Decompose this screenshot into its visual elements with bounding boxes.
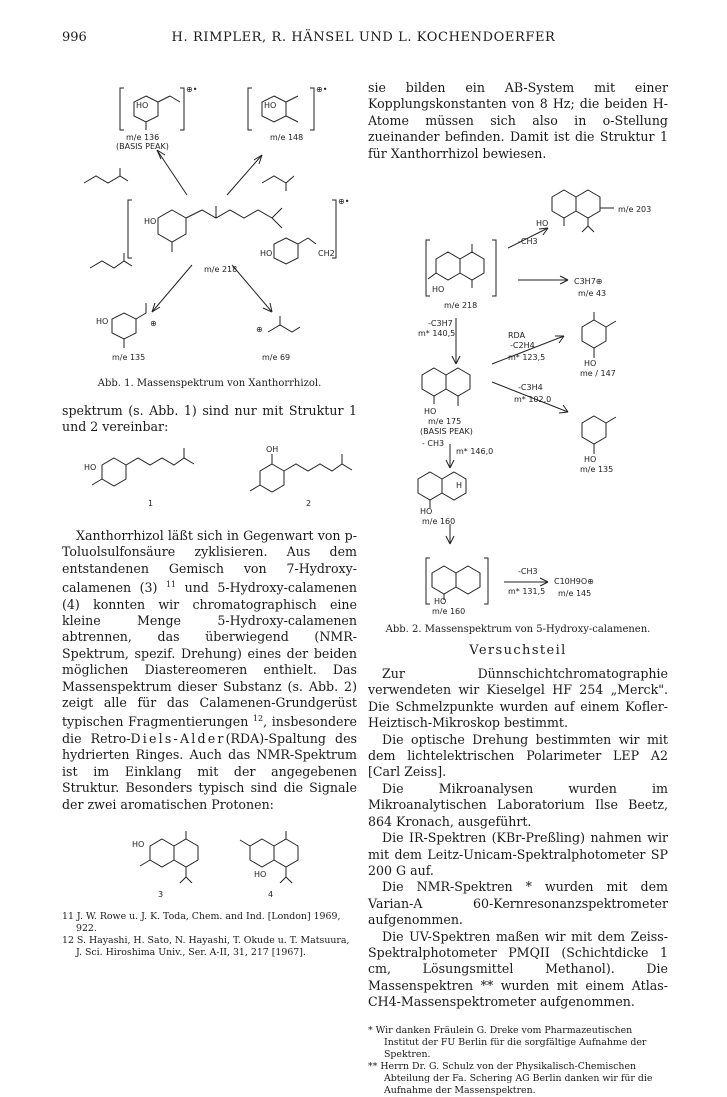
fig2-ho-135: HO [584, 455, 597, 465]
fig1-m218: m/e 218 [204, 265, 238, 274]
fig2-h: H [456, 481, 463, 491]
fig2-m160: m/e 160 [422, 517, 456, 527]
fig2-basis: (BASIS PEAK) [420, 427, 473, 437]
figure-2-scheme-bottom [368, 554, 668, 614]
struct1-ho: HO [84, 462, 97, 472]
fig2-minus-ch3: -CH3 [518, 237, 538, 247]
struct4-ho: HO [254, 870, 267, 880]
fig2-m135: m/e 135 [580, 465, 614, 475]
fig2-ho-203: HO [536, 219, 549, 229]
fig1-plusrad-c: ⊕• [338, 197, 350, 206]
left-paragraph-2 [62, 528, 357, 813]
fig2-minus-c3h4: -C3H4 [518, 383, 543, 393]
fig2-mstar-1235: m* 123,5 [508, 353, 546, 363]
fig1-plusrad-b: ⊕• [316, 85, 328, 94]
struct1-label: 1 [148, 498, 154, 508]
exp-paragraph-5: Die NMR-Spektren * wurden mit dem Varian-A 60-Kernresonanzspektrometer aufgenommen. [368, 879, 668, 928]
figure-1-scheme [62, 80, 357, 370]
fig1-plus-a: ⊕ [150, 319, 157, 328]
fig2-ho-147: HO [584, 359, 597, 369]
fig1-m148: m/e 148 [270, 133, 304, 142]
figure-2-caption: Abb. 2. Massenspektrum von 5-Hydroxy-calamenen. [385, 624, 651, 636]
figure-1 [62, 80, 357, 389]
fig2-m218: m/e 218 [444, 301, 478, 311]
structures-1-2 [62, 440, 357, 510]
p2-part-a: Xanthorrhizol läßt sich in Gegenwart von p-Toluolsulfonsäure zyklisieren. Aus dem entstandenen Gemisch von 7-Hydroxy-calamenen (3) [62, 527, 357, 596]
fig2-ho-160: HO [420, 507, 433, 517]
exp-paragraph-2: Die optische Drehung bestimmten wir mit dem lichtelektrischen Polarimeter LEP A2 [Carl Zeiss]. [368, 731, 668, 780]
ref-12[interactable]: 12 [252, 714, 264, 724]
fig2-minus-ch3-c: -CH3 [518, 567, 538, 577]
fig2-m145: m/e 145 [558, 589, 592, 599]
right-paragraph-1: sie bilden ein AB-System mit einer Kopplungskonstanten von 8 Hz; die beiden H-Atome müssen sich also in o-Stellung zueinander befinden. Damit ist die Struktur 1 für Xanthorrhizol bewiesen. [368, 80, 668, 161]
right-column [368, 80, 668, 1097]
left-column [62, 80, 357, 959]
footnote-double-star: ** Herrn Dr. G. Schulz von der Physikalisch-Chemischen Abteilung der Fa. Schering AG Berlin danken wir für die Aufnahme der Massenspektren. [368, 1060, 653, 1096]
fig2-mstar-1315: m* 131,5 [508, 587, 546, 597]
p2-part-c: , insbesondere die Retro- [62, 714, 357, 747]
fig1-ho-c: HO [144, 217, 157, 226]
ref-11[interactable]: 11 [165, 580, 177, 590]
fig2-c10h9o: C10H9O⊕ [554, 577, 594, 587]
fig1-plusrad-a: ⊕• [186, 85, 198, 94]
structures-3-4-drawing [62, 825, 357, 899]
exp-paragraph-1: Zur Dünnschichtchromatographie verwendeten wir Kieselgel HF 254 „Merck". Die Schmelzpunkte wurden auf einem Kofler-Heiztisch-Mikroskop bestimmt. [368, 666, 668, 731]
figure-1-caption: Abb. 1. Massenspektrum von Xanthorrhizol. [97, 378, 322, 389]
fig2-c3h7: C3H7⊕ [574, 277, 603, 287]
fig1-ho-b: HO [264, 101, 277, 110]
fig2-minus-c3h7: -C3H7 [428, 319, 453, 329]
p2-part-d: (RDA)-Spaltung des hydrierten Ringes. Auch das NMR-Spektrum ist im Einklang mit der angegebenen Struktur. Besonders typisch sind die Signale der zwei aromatischen Protonen: [62, 731, 357, 812]
fig2-m43: m/e 43 [578, 289, 607, 299]
fig1-ho-e: HO [96, 317, 109, 326]
fig2-minus-c2h4: -C2H4 [510, 341, 535, 351]
struct4-label: 4 [268, 890, 274, 900]
fig2-m160b: m/e 160 [432, 607, 466, 615]
exp-paragraph-3: Die Mikroanalysen wurden im Mikroanalytischen Laboratorium Ilse Beetz, 864 Kronach, ausgeführt. [368, 780, 668, 829]
struct2-oh: OH [266, 444, 279, 454]
fig1-m136: m/e 136 [126, 133, 160, 142]
fig1-m69: m/e 69 [262, 353, 291, 362]
footnote-12: 12 S. Hayashi, H. Sato, N. Hayashi, T. Okude u. T. Matsuura, J. Sci. Hiroshima Univ., Ser. A-II, 31, 217 [1967]. [62, 935, 350, 959]
structures-3-4 [62, 825, 357, 899]
page-number: 996 [62, 30, 87, 45]
fig2-minus-ch3-b: - CH3 [422, 439, 445, 449]
fig1-ho-a: HO [136, 101, 149, 110]
struct2-label: 2 [306, 498, 312, 508]
exp-paragraph-4: Die IR-Spektren (KBr-Preßling) nahmen wir mit dem Leitz-Unicam-Spektralphotometer SP 200 G auf. [368, 830, 668, 878]
fig2-ho-160b: HO [434, 597, 447, 607]
p2-part-b: und 5-Hydroxy-calamenen (4) konnten wir chromatographisch eine kleine Menge 5-Hydroxy-calamenen abtrennen, das überwiegend (NMR-Spektrum, spezif. Drehung) eines der beiden möglichen Diastereomeren enthielt. Das Massenspektrum dieser Substanz (s. Abb. 2) zeigt alle für das Calamenen-Grundgerüst typischen Fragmentierungen [62, 580, 357, 730]
running-head: H. RIMPLER, R. HÄNSEL UND L. KOCHENDOERFER [171, 30, 556, 45]
figure-2 [368, 168, 668, 635]
p2-diels-alder: Diels-Alder [130, 731, 226, 747]
exp-paragraph-6: Die UV-Spektren maßen wir mit dem Zeiss-Spektralphotometer PMQII (Schichtdicke 1 cm, Lösungsmittel Methanol). Die Massenspektren ** wurden mit einem Atlas-CH4-Massenspektrometer aufgenommen. [368, 928, 668, 1010]
fig1-plus-b: ⊕ [256, 325, 263, 334]
fig2-mstar-1405: m* 140,5 [418, 329, 456, 339]
fig1-ho-d: HO [260, 249, 273, 258]
fig1-ch2: CH2 [318, 249, 335, 258]
struct3-label: 3 [158, 890, 164, 900]
structures-1-2-drawing [62, 440, 357, 510]
fig2-rda: RDA [508, 331, 526, 341]
struct3-ho: HO [132, 840, 145, 850]
footnote-11: 11 J. W. Rowe u. J. K. Toda, Chem. and Ind. [London] 1969, 922. [62, 911, 341, 935]
fig1-basis: (BASIS PEAK) [116, 142, 169, 151]
fig2-mstar-1460: m* 146,0 [456, 447, 494, 457]
page-header [62, 30, 665, 48]
fig2-m175: m/e 175 [428, 417, 462, 427]
fig1-m135: m/e 135 [112, 353, 146, 362]
fig2-mstar-1020: m* 102,0 [514, 395, 552, 405]
fig2-m203: m/e 203 [618, 205, 652, 215]
fig2-ho-218: HO [432, 285, 445, 295]
fig2-m147: me / 147 [580, 369, 616, 379]
left-paragraph-1: spektrum (s. Abb. 1) sind nur mit Struktur 1 und 2 vereinbar: [62, 403, 357, 435]
footnote-star: * Wir danken Fräulein G. Dreke vom Pharmazeutischen Institut der FU Berlin für die sorgfältige Aufnahme der Spektren. [368, 1024, 647, 1060]
section-heading: Versuchsteil [469, 643, 567, 659]
fig2-ho-175: HO [424, 407, 437, 417]
figure-2-scheme [368, 168, 668, 556]
